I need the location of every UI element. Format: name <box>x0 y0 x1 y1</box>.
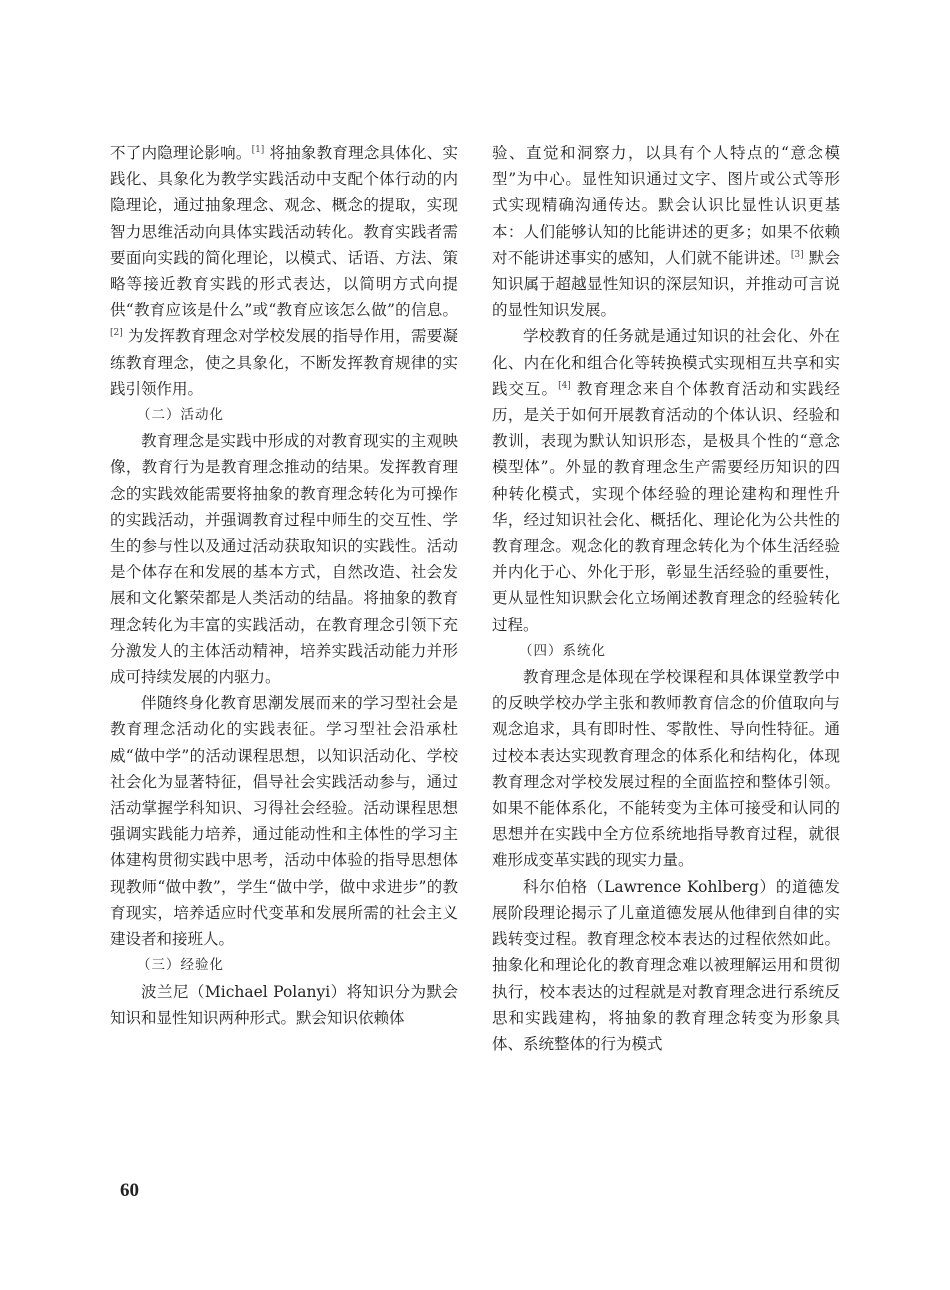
citation-ref: [3] <box>790 249 804 260</box>
section-heading: （四）系统化 <box>519 642 606 659</box>
left-column <box>110 140 458 1031</box>
paragraph <box>492 323 840 637</box>
citation-ref: [4] <box>558 380 571 391</box>
paragraph <box>110 140 458 402</box>
section-heading: （三）经验化 <box>137 957 224 974</box>
text-run: 不了内隐理论影响。 <box>110 144 252 162</box>
paragraph: 伴随终身化教育思潮发展而来的学习型社会是教育理念活动化的实践表征。学习型社会沿承杜威“做中学”的活动课程思想，以知识活动化、学校社会化为显著特征，倡导社会实践活动参与，通过活动掌握学科知识、习得社会经验。活动课程思想强调实践能力培养，通过能动性和主体性的学习主体建构贯彻实践中思考，活动中体验的指导思想体现教师“做中教”，学生“做中学，做中求进步”的教育现实，培养适应时代变革和发展所需的社会主义建设者和接班人。 <box>110 694 458 949</box>
text-run: 教育理念来自个体教育活动和实践经历，是关于如何开展教育活动的个体认识、经验和教训，表现为默认知识形态，是极具个性的“意念模型体”。外显的教育理念生产需要经历知识的四种转化模式，实现个体经验的理论建构和理性升华，经过知识社会化、概括化、理论化为公共性的教育理念。观念化的教育理念转化为个体生活经验并内化于心、外化于形，彰显生活经验的重要性，更从显性知识默会化立场阐述教育理念的经验转化过程。 <box>492 379 840 634</box>
paragraph: 教育理念是体现在学校课程和具体课堂教学中的反映学校办学主张和教师教育信念的价值取向与观念追求，具有即时性、零散性、导向性特征。通过校本表达实现教育理念的体系化和结构化，体现教育理念对学校发展过程的全面监控和整体引领。如果不能体系化，不能转变为主体可接受和认同的思想并在实践中全方位系统地指导教育过程，就很难形成变革实践的现实力量。 <box>492 668 840 870</box>
text-run: 将抽象教育理念具体化、实践化、具象化为教学实践活动中支配个体行动的内隐理论，通过抽象理念、观念、概念的提取，实现智力思维活动向具体实践活动转化。教育实践者需要面向实践的简化理论，以模式、话语、方法、策略等接近教育实践的形式表达，以简明方式向提供“教育应该是什么”或“教育应该怎么做”的信息。 <box>110 144 458 320</box>
paragraph: 波兰尼（Michael Polanyi）将知识分为默会知识和显性知识两种形式。默会知识依赖体 <box>110 982 458 1027</box>
text-run: 默会知识属于超越显性知识的深层知识，并推动可言说的显性知识发展。 <box>492 248 840 320</box>
text-run: 为发挥教育理念对学校发展的指导作用，需要凝练教育理念，使之具象化，不断发挥教育规律的实践引领作用。 <box>110 327 458 398</box>
text-run: 学校教育的任务就是通过知识的社会化、外在化、内在化和组合化等转换模式实现相互共享和实践交互。 <box>492 327 840 398</box>
paragraph: 科尔伯格（Lawrence Kohlberg）的道德发展阶段理论揭示了儿童道德发展从他律到自律的实践转变过程。教育理念校本表达的过程依然如此。抽象化和理论化的教育理念难以被理解运用和贯彻执行，校本表达的过程就是对教育理念进行系统反思和实践建构，将抽象的教育理念转变为形象具体、系统整体的行为模式 <box>492 877 840 1053</box>
paragraph <box>492 140 840 323</box>
text-run: 验、直觉和洞察力，以具有个人特点的“意念模型”为中心。显性知识通过文字、图片或公式等形式实现精确沟通传达。默会认识比显性认识更基本：人们能够认知的比能讲述的更多；如果不依赖对不能讲述事实的感知，人们就不能讲述。 <box>492 144 840 267</box>
page-number: 60 <box>120 1180 139 1201</box>
section-heading: （二）活动化 <box>137 407 224 424</box>
paragraph: 教育理念是实践中形成的对教育现实的主观映像，教育行为是教育理念推动的结果。发挥教育理念的实践效能需要将抽象的教育理念转化为可操作的实践活动，并强调教育过程中师生的交互性、学生的参与性以及通过活动获取知识的实践性。活动是个体存在和发展的基本方式，自然改造、社会发展和文化繁荣都是人类活动的结晶。将抽象的教育理念转化为丰富的实践活动，在教育理念引领下充分激发人的主体活动精神，培养实践活动能力并形成可持续发展的内驱力。 <box>110 432 458 687</box>
citation-ref: [1] <box>251 144 265 155</box>
right-column <box>492 140 840 1057</box>
citation-ref: [2] <box>110 328 123 339</box>
